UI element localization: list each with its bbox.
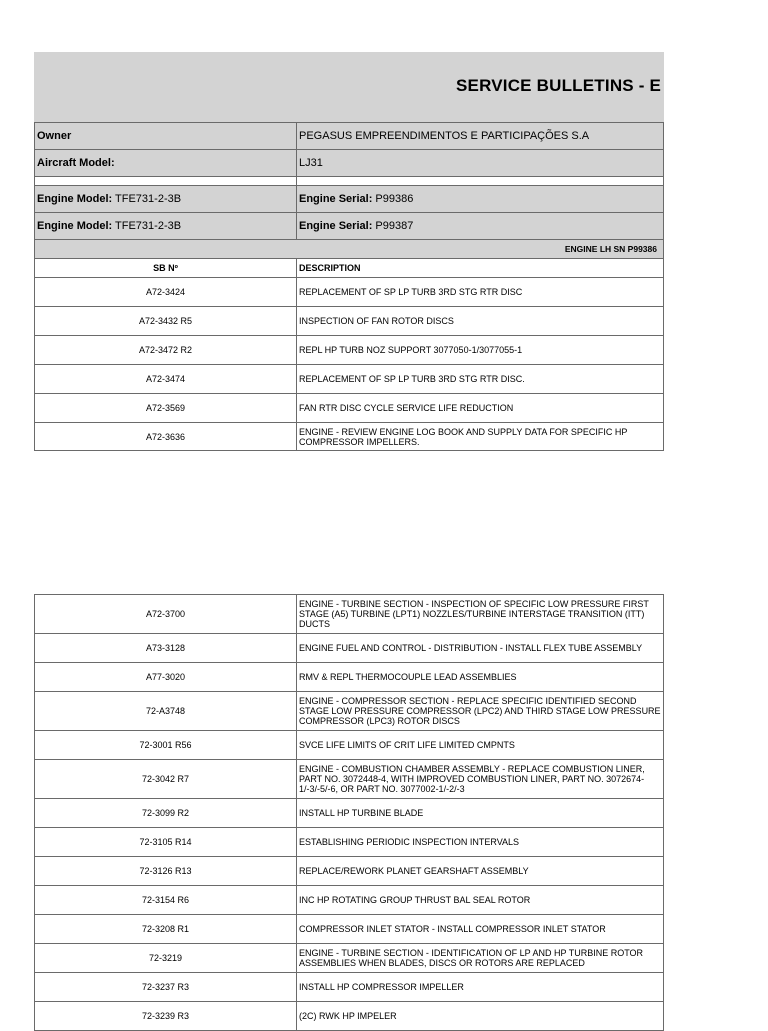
description-cell: ENGINE FUEL AND CONTROL - DISTRIBUTION - INSTALL FLEX TUBE ASSEMBLY [297,634,664,663]
description-cell: INSTALL HP COMPRESSOR IMPELLER [297,973,664,1002]
sb-number-cell: A72-3569 [35,394,297,423]
engine-model-value: TFE731-2-3B [115,193,182,205]
engine-serial-label: Engine Serial: [299,220,373,232]
bulletins-body-1 [35,278,664,451]
sb-number-cell: A72-3474 [35,365,297,394]
table-row [35,915,664,944]
engine-serial-cell [297,213,664,240]
description-cell: SVCE LIFE LIMITS OF CRIT LIFE LIMITED CMPNTS [297,731,664,760]
bulletins-body-2 [35,595,664,1031]
table-row [35,634,664,663]
aircraft-value: LJ31 [297,150,664,177]
sb-number-cell: A73-3128 [35,634,297,663]
description-cell: INC HP ROTATING GROUP THRUST BAL SEAL ROTOR [297,886,664,915]
table-row [35,857,664,886]
sb-number-cell: 72-3219 [35,944,297,973]
table-row [35,394,664,423]
table-row [35,799,664,828]
page-title: SERVICE BULLETINS - E [456,76,662,95]
description-cell: ENGINE - TURBINE SECTION - IDENTIFICATION OF LP AND HP TURBINE ROTOR ASSEMBLIES WHEN BLADES, DISCS OR ROTORS ARE REPLACED [297,944,664,973]
table-row [35,973,664,1002]
description-cell: RMV & REPL THERMOCOUPLE LEAD ASSEMBLIES [297,663,664,692]
engine-serial-value: P99386 [375,193,414,205]
engine-row-2 [35,213,664,240]
owner-label: Owner [35,123,297,150]
description-cell: FAN RTR DISC CYCLE SERVICE LIFE REDUCTION [297,394,664,423]
sb-number-cell: 72-3042 R7 [35,760,297,799]
table-row [35,307,664,336]
description-cell: ESTABLISHING PERIODIC INSPECTION INTERVALS [297,828,664,857]
bulletins-continued [34,594,664,1031]
engine-model-value: TFE731-2-3B [115,220,182,232]
sb-number-cell: 72-3237 R3 [35,973,297,1002]
table-row [35,595,664,634]
table-row [35,336,664,365]
table-row [35,1002,664,1031]
aircraft-label: Aircraft Model: [35,150,297,177]
sb-number-cell: 72-3126 R13 [35,857,297,886]
description-cell: ENGINE - COMBUSTION CHAMBER ASSEMBLY - REPLACE COMBUSTION LINER, PART NO. 3072448-4, WITH IMPROVED COMBUSTION LINER, PART NO. 3072674-1/-3/-5/-6, OR PART NO. 3077002-1/-2/-3 [297,760,664,799]
description-cell: REPLACEMENT OF SP LP TURB 3RD STG RTR DISC. [297,365,664,394]
engine-section-row [35,240,664,259]
engine-serial-label: Engine Serial: [299,193,373,205]
sb-number-cell: 72-3105 R14 [35,828,297,857]
description-cell: ENGINE - REVIEW ENGINE LOG BOOK AND SUPPLY DATA FOR SPECIFIC HP COMPRESSOR IMPELLERS. [297,423,664,451]
description-cell: INSPECTION OF FAN ROTOR DISCS [297,307,664,336]
engine-row-1 [35,186,664,213]
owner-row [35,123,664,150]
description-cell: (2C) RWK HP IMPELER [297,1002,664,1031]
description-cell: ENGINE - TURBINE SECTION - INSPECTION OF SPECIFIC LOW PRESSURE FIRST STAGE (A5) TURBINE (LPT1) NOZZLES/TURBINE INTERSTAGE TRANSITION (ITT) DUCTS [297,595,664,634]
aircraft-row [35,150,664,177]
description-cell: ENGINE - COMPRESSOR SECTION - REPLACE SPECIFIC IDENTIFIED SECOND STAGE LOW PRESSURE COMPRESSOR (LPC2) AND THIRD STAGE LOW PRESSURE COMPRESSOR (LPC3) ROTOR DISCS [297,692,664,731]
sb-number-cell: 72-3099 R2 [35,799,297,828]
bulletins-table-2 [34,594,664,1031]
description-cell: COMPRESSOR INLET STATOR - INSTALL COMPRESSOR INLET STATOR [297,915,664,944]
table-row [35,731,664,760]
table-row [35,760,664,799]
sb-number-cell: 72-3208 R1 [35,915,297,944]
sb-number-cell: A72-3432 R5 [35,307,297,336]
sb-number-cell: A72-3700 [35,595,297,634]
title-band [34,52,664,122]
engine-serial-value: P99387 [375,220,414,232]
sb-column-header: SB Nº [35,259,297,278]
engine-model-cell [35,213,297,240]
table-row [35,944,664,973]
table-row [35,692,664,731]
table-row [35,886,664,915]
sb-number-cell: 72-3239 R3 [35,1002,297,1031]
spacer-row [35,177,664,186]
description-cell: REPLACE/REWORK PLANET GEARSHAFT ASSEMBLY [297,857,664,886]
sb-number-cell: 72-A3748 [35,692,297,731]
table-row [35,663,664,692]
column-header-row [35,259,664,278]
engine-model-label: Engine Model: [37,220,113,232]
sb-number-cell: A77-3020 [35,663,297,692]
sb-number-cell: A72-3424 [35,278,297,307]
description-cell: REPL HP TURB NOZ SUPPORT 3077050-1/3077055-1 [297,336,664,365]
engine-section-label: ENGINE LH SN P99386 [35,240,664,259]
service-bulletin-sheet [34,52,664,451]
table-row [35,278,664,307]
table-row [35,423,664,451]
owner-value: PEGASUS EMPREENDIMENTOS E PARTICIPAÇÕES S.A [297,123,664,150]
description-cell: REPLACEMENT OF SP LP TURB 3RD STG RTR DISC [297,278,664,307]
engine-serial-cell [297,186,664,213]
sb-number-cell: 72-3154 R6 [35,886,297,915]
header-table [34,122,664,451]
sb-number-cell: A72-3472 R2 [35,336,297,365]
description-column-header: DESCRIPTION [297,259,664,278]
sb-number-cell: 72-3001 R56 [35,731,297,760]
engine-model-cell [35,186,297,213]
table-row [35,365,664,394]
description-cell: INSTALL HP TURBINE BLADE [297,799,664,828]
sb-number-cell: A72-3636 [35,423,297,451]
table-row [35,828,664,857]
engine-model-label: Engine Model: [37,193,113,205]
